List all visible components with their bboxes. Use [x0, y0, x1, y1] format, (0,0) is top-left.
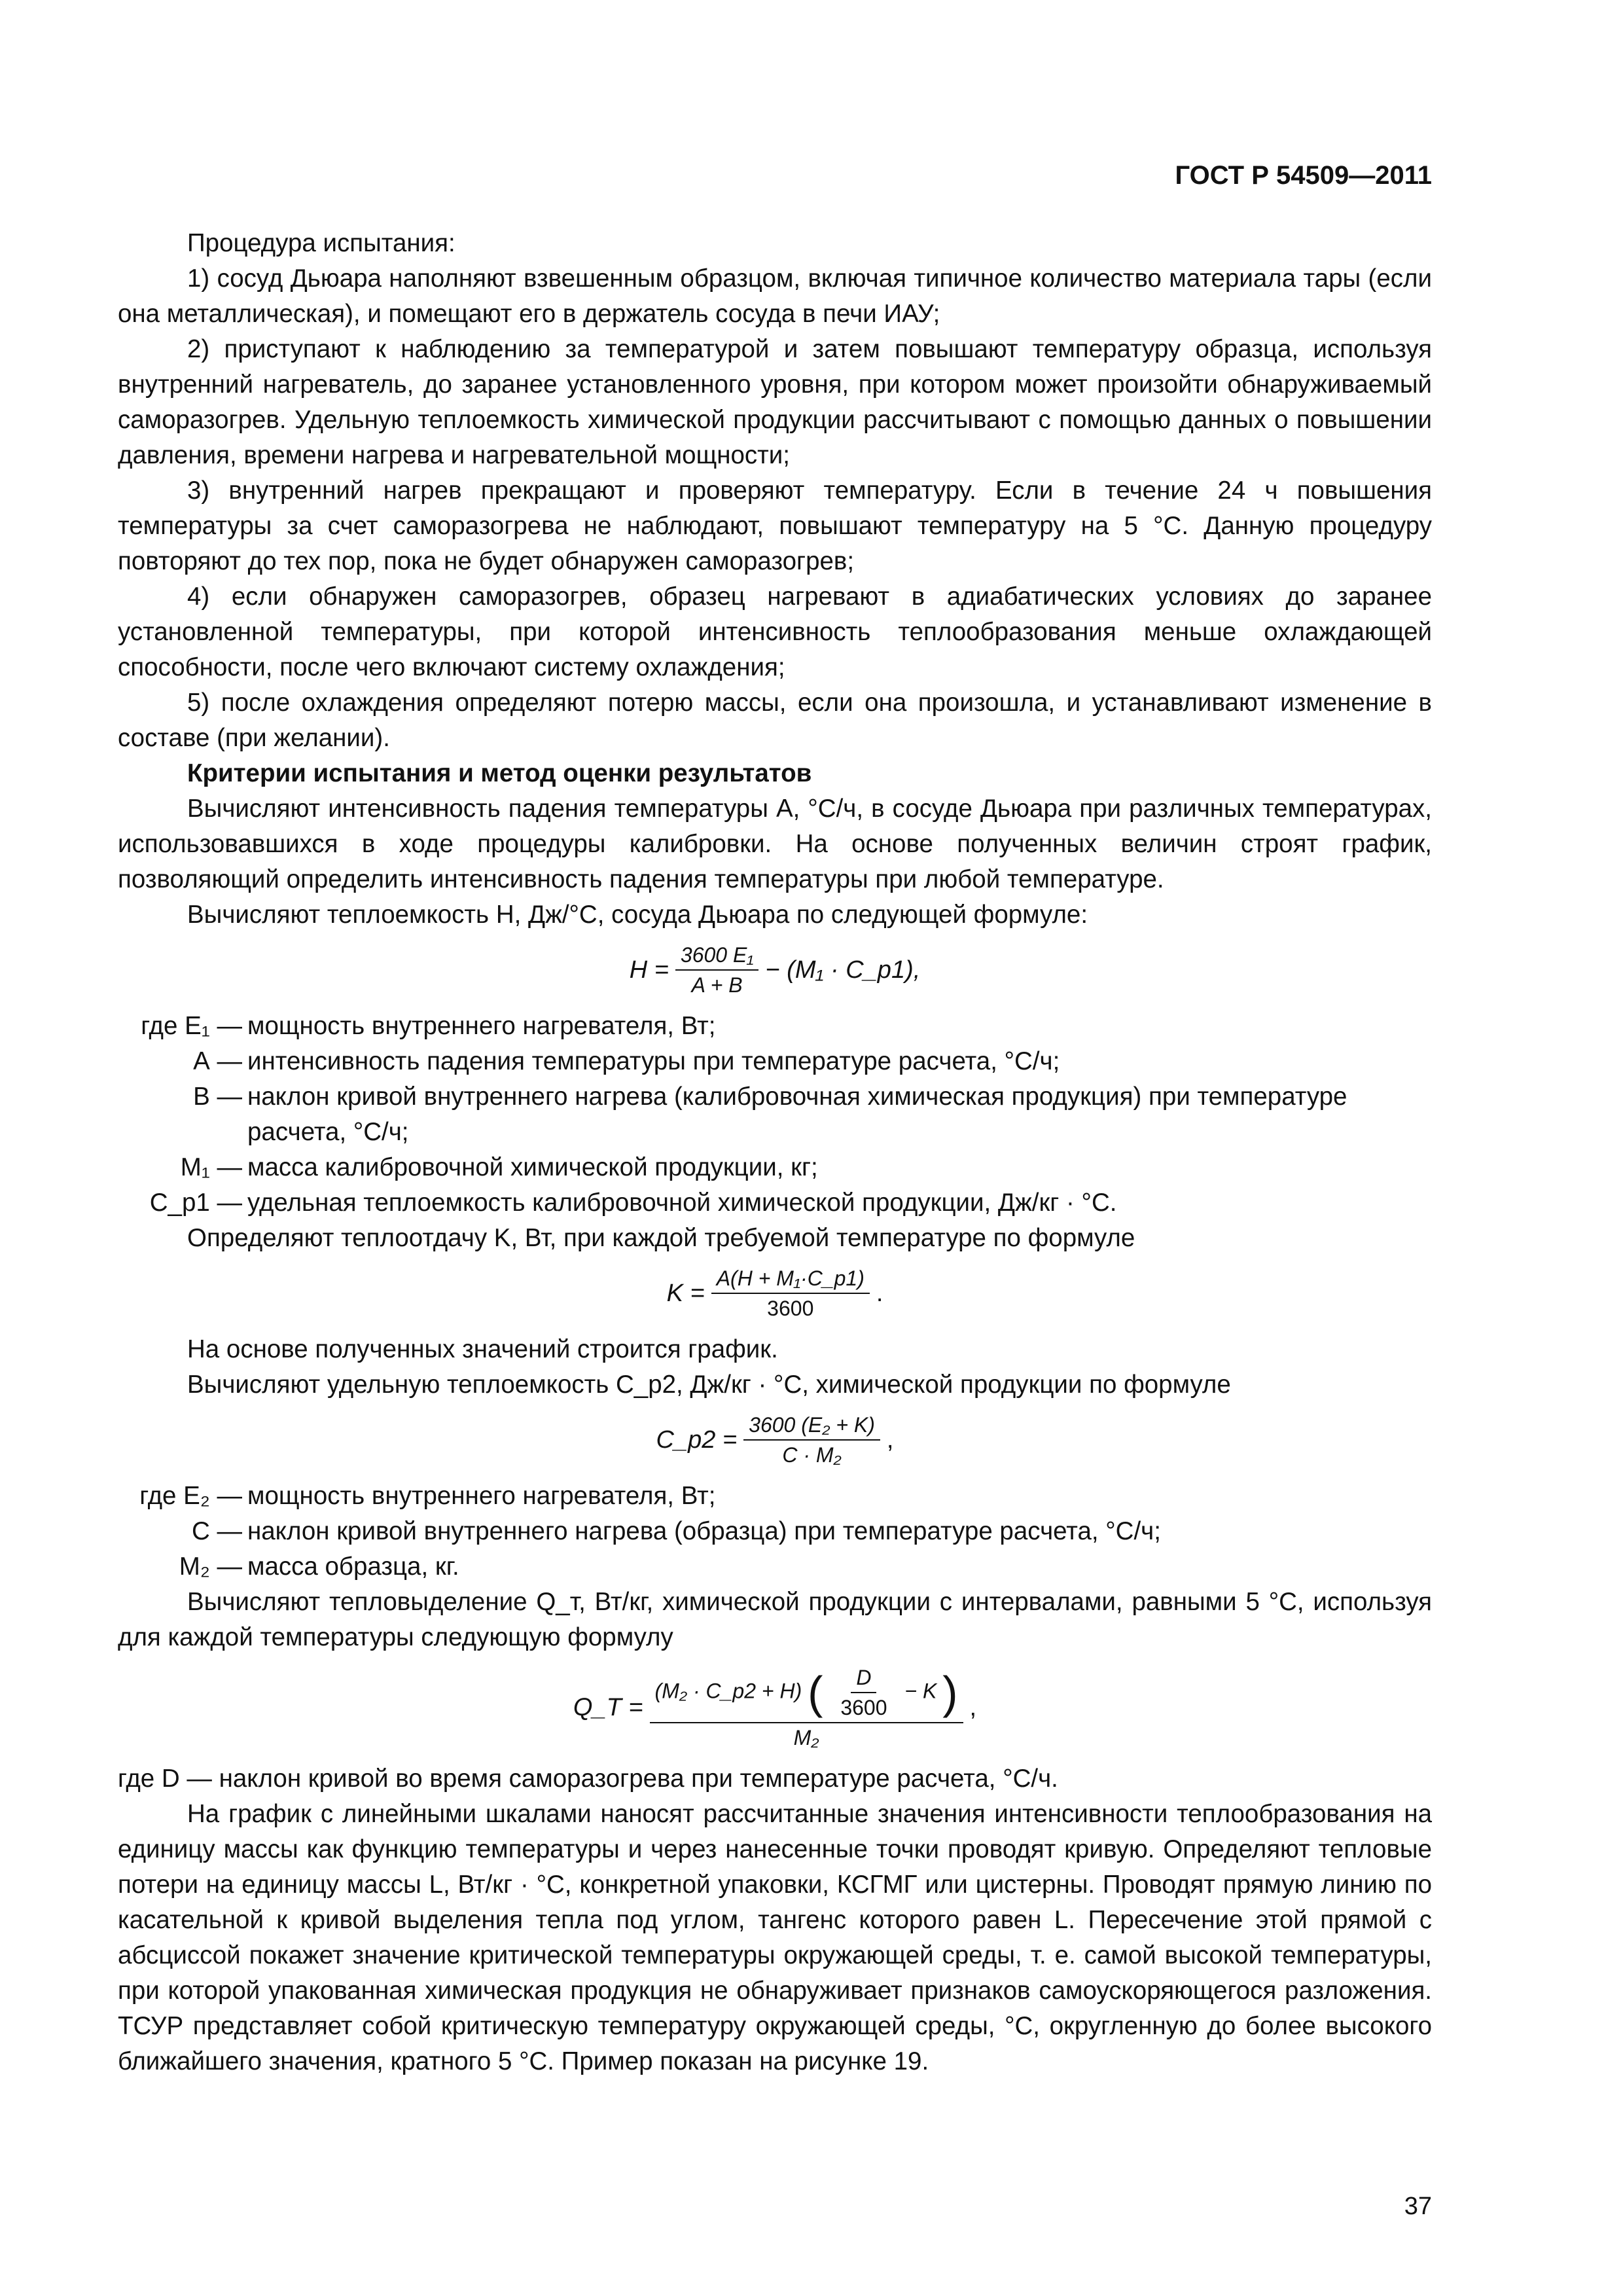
right-paren-glyph: ) [942, 1667, 958, 1718]
formula-qt-inner-numerator: D [851, 1664, 876, 1693]
procedure-step-5: 5) после охлаждения определяют потерю массы, если она произошла, и устанавливают изменение в составе (при желании). [118, 689, 1432, 752]
formula-qt-inner-fraction [835, 1664, 892, 1721]
legend-h [118, 1009, 1432, 1221]
formula-h-denominator: A + B [691, 973, 743, 997]
procedure-step-2: 2) приступают к наблюдению за температурой и затем повышают температуру образца, используя внутренний нагреватель, до заранее установленного уровня, при котором может произойти обнаруживаемый саморазогрев. Удельную теплоемкость химической продукции рассчитывают с помощью данных о повышении давления, времени нагрева и нагревательной мощности; [118, 335, 1432, 469]
procedure-step-3: 3) внутренний нагрев прекращают и проверяют температуру. Если в течение 24 ч повышения температуры за счет саморазогрева не наблюдают, повышают температуру на 5 °С. Данную процедуру повторяют до тех пор, пока не будет обнаружен саморазогрев; [118, 476, 1432, 575]
formula-cp2-denominator: C · M₂ [782, 1443, 842, 1467]
formula-k-rhs: . [876, 1280, 883, 1307]
formula-qt-numerator-b: − K [904, 1679, 937, 1703]
formula-qt-fraction [650, 1664, 963, 1751]
document-page [118, 157, 1432, 2251]
formula-cp2-lhs: C_p2 = [656, 1426, 738, 1454]
h-formula-intro: Вычисляют теплоемкость Н, Дж/°С, сосуда Дьюара по следующей формуле: [187, 901, 1088, 929]
formula-k-fraction [711, 1265, 870, 1321]
formula-k [118, 1265, 1432, 1321]
document-body [118, 226, 1432, 2079]
formula-cp2 [118, 1412, 1432, 1468]
criteria-intro: Вычисляют интенсивность падения температуры А, °С/ч, в сосуде Дьюара при различных температурах, использовавшихся в ходе процедуры калибровки. На основе полученных величин строят график, позволяющий определить интенсивность падения температуры при любой температуре. [118, 795, 1432, 893]
formula-qt-lhs: Q_T = [573, 1694, 643, 1721]
formula-h-lhs: H = [629, 956, 669, 984]
legend-symbol: M₁ — [180, 1153, 242, 1181]
legend-symbol: В — [193, 1083, 242, 1111]
legend-symbol: C_p1 — [149, 1189, 242, 1217]
final-paragraph: На график с линейными шкалами наносят рассчитанные значения интенсивности теплообразования на единицу массы как функцию температуры и через нанесенные точки проводят кривую. Определяют тепловые потери на единицу массы L, Вт/кг · °С, конкретной упаковки, КСГМГ или цистерны. Проводят прямую линию по касательной к кривой выделения тепла под углом, тангенс которого равен L. Пересечение этой прямой с абсциссой покажет значение критической температуры окружающей среды, т. е. самой высокой температуры, при которой упакованная химическая продукция не обнаруживает признаков самоускоряющегося разложения. ТСУР представляет собой критическую температуру окружающей среды, °С, округленную до более высокого ближайшего значения, кратного 5 °С. Пример показан на рисунке 19. [118, 1800, 1432, 2075]
formula-qt-numerator [650, 1664, 963, 1723]
formula-qt-inner-denominator: 3600 [840, 1696, 887, 1719]
legend-description: масса образца, кг. [247, 1552, 459, 1581]
qt-formula-intro: Вычисляют тепловыделение Q_т, Вт/кг, химической продукции с интервалами, равными 5 °С, используя для каждой температуры следующую формулу [118, 1588, 1432, 1651]
formula-qt-rhs: , [969, 1694, 977, 1721]
page-number: 37 [1404, 2193, 1432, 2220]
document-header: ГОСТ Р 54509—2011 [1175, 161, 1432, 190]
legend-cp2 [118, 1479, 1432, 1585]
formula-h [118, 942, 1432, 998]
legend-description: мощность внутреннего нагревателя, Вт; [247, 1482, 716, 1510]
legend-symbol: где E₁ — [141, 1012, 242, 1040]
legend-symbol: где E₂ — [139, 1482, 242, 1510]
legend-symbol: С — [192, 1517, 242, 1545]
procedure-step-4: 4) если обнаружен саморазогрев, образец нагревают в адиабатических условиях до заранее установленной температуры, при которой интенсивность теплообразования меньше охлаждающей способности, после чего включают систему охлаждения; [118, 583, 1432, 681]
procedure-step-1: 1) сосуд Дьюара наполняют взвешенным образцом, включая типичное количество материала тары (если она металлическая), и помещают его в держатель сосуда в печи ИАУ; [118, 264, 1432, 328]
formula-k-denominator: 3600 [767, 1297, 814, 1320]
graph-note: На основе полученных значений строится график. [187, 1335, 778, 1363]
formula-k-lhs: K = [666, 1280, 705, 1307]
formula-k-numerator: A(H + M₁·C_p1) [711, 1265, 870, 1294]
formula-qt [118, 1664, 1432, 1751]
legend-description: удельная теплоемкость калибровочной химической продукции, Дж/кг · °С. [247, 1189, 1117, 1217]
procedure-title: Процедура испытания: [187, 229, 455, 257]
legend-description: мощность внутреннего нагревателя, Вт; [247, 1012, 716, 1040]
legend-description: масса калибровочной химической продукции, кг; [247, 1153, 818, 1181]
formula-h-numerator: 3600 E₁ [675, 942, 759, 971]
formula-h-rhs: − (M₁ · C_p1), [765, 956, 921, 984]
legend-symbol: M₂ — [179, 1552, 242, 1581]
formula-cp2-rhs: , [886, 1426, 894, 1454]
k-formula-intro: Определяют теплоотдачу K, Вт, при каждой требуемой температуре по формуле [187, 1224, 1135, 1252]
criteria-heading: Критерии испытания и метод оценки результатов [187, 759, 812, 787]
cp2-formula-intro: Вычисляют удельную теплоемкость C_p2, Дж/кг · °С, химической продукции по формуле [187, 1371, 1231, 1399]
legend-description: интенсивность падения температуры при температуре расчета, °С/ч; [247, 1047, 1060, 1075]
formula-cp2-fraction [743, 1412, 880, 1468]
left-paren-glyph: ( [808, 1667, 823, 1718]
formula-qt-numerator-a: (M₂ · C_p2 + H) [654, 1679, 802, 1703]
formula-cp2-numerator: 3600 (E₂ + K) [743, 1412, 880, 1441]
formula-qt-denominator: M₂ [793, 1726, 819, 1749]
legend-description: наклон кривой внутреннего нагрева (калибровочная химическая продукция) при температуре расчета, °С/ч; [247, 1083, 1347, 1146]
legend-qt: где D — наклон кривой во время саморазогрева при температуре расчета, °С/ч. [118, 1765, 1058, 1793]
formula-h-fraction [675, 942, 759, 998]
legend-description: наклон кривой внутреннего нагрева (образца) при температуре расчета, °С/ч; [247, 1517, 1161, 1545]
legend-symbol: А — [193, 1047, 242, 1075]
